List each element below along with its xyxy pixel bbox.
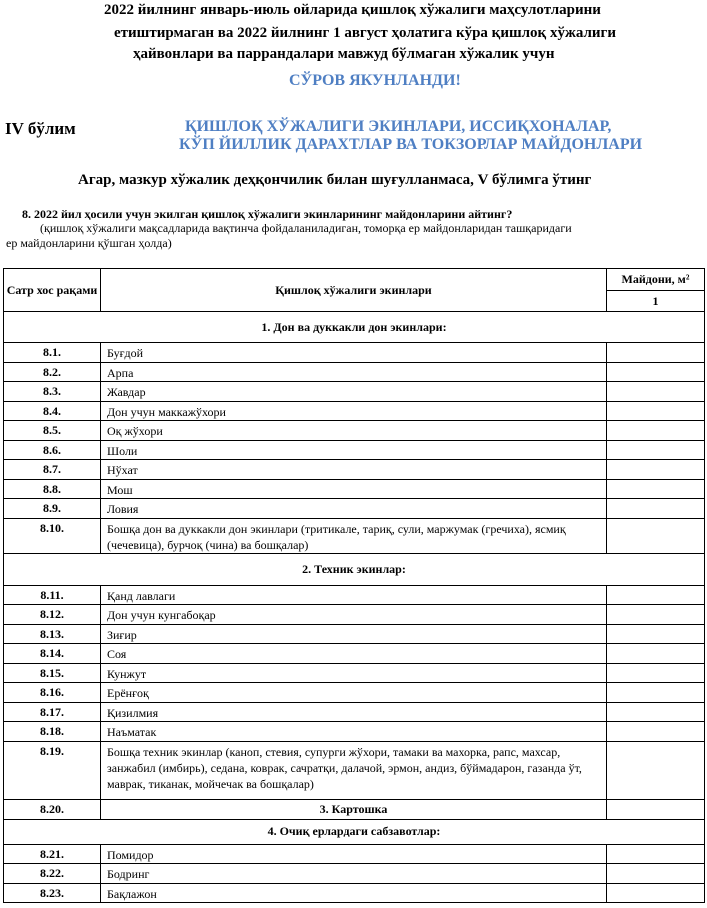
table-row <box>4 585 705 605</box>
area-input-cell[interactable] <box>607 663 705 683</box>
table-row <box>4 883 705 903</box>
category-row <box>4 312 705 343</box>
row-code: 8.19. <box>4 741 101 799</box>
header-line-2: етиштирмаган ва 2022 йилнинг 1 август ҳолатига кўра қишлоқ хўжалиги <box>114 25 616 41</box>
crop-name: Бошқа дон ва дуккакли дон экинлари (тритикале, тариқ, сули, маржумак (гречиха), ясмиқ (чечевица), бурчоқ (чина) ва бошқалар) <box>101 518 607 553</box>
table-row <box>4 499 705 519</box>
row-code: 8.8. <box>4 479 101 499</box>
row-code: 8.6. <box>4 440 101 460</box>
area-input-cell[interactable] <box>607 585 705 605</box>
row-code: 8.2. <box>4 362 101 382</box>
area-input-cell[interactable] <box>607 499 705 519</box>
question-note-line-1: (қишлоқ хўжалиги мақсадларида вақтинча фойдаланиладиган, томорқа ер майдонларидан ташқаридаги <box>40 221 572 235</box>
table-row <box>4 460 705 480</box>
row-code: 8.16. <box>4 683 101 703</box>
crop-name: Бақлажон <box>101 883 607 903</box>
row-code: 8.18. <box>4 722 101 742</box>
crop-name: Помидор <box>101 844 607 864</box>
crop-name: Зиғир <box>101 624 607 644</box>
crop-name: Буғдой <box>101 343 607 363</box>
area-input-cell[interactable] <box>607 702 705 722</box>
table-row <box>4 440 705 460</box>
question-note-line-2: ер майдонларини қўшган ҳолда) <box>6 236 172 250</box>
crop-name: Нўхат <box>101 460 607 480</box>
category-heading: 1. Дон ва дуккакли дон экинлари: <box>4 312 705 343</box>
area-input-cell[interactable] <box>607 479 705 499</box>
area-input-cell[interactable] <box>607 605 705 625</box>
category-heading: 2. Техник экинлар: <box>4 553 705 585</box>
header-line-1: 2022 йилнинг январь-июль ойларида қишлоқ хўжалиги маҳсулотларини <box>104 2 601 18</box>
crop-name: Наъматак <box>101 722 607 742</box>
area-input-cell[interactable] <box>607 401 705 421</box>
crop-name: Кунжут <box>101 663 607 683</box>
row-code: 8.1. <box>4 343 101 363</box>
crop-name: Соя <box>101 644 607 664</box>
crop-name: Қанд лавлаги <box>101 585 607 605</box>
section-label: IV бўлим <box>5 119 76 138</box>
section-title-line-1: ҚИШЛОҚ ХЎЖАЛИГИ ЭКИНЛАРИ, ИССИҚХОНАЛАР, <box>185 118 612 135</box>
table-row <box>4 605 705 625</box>
row-code: 8.5. <box>4 421 101 441</box>
table-row <box>4 421 705 441</box>
header-line-3: ҳайвонлари ва паррандалари мавжуд бўлмаган хўжалик учун <box>133 46 555 62</box>
row-code: 8.21. <box>4 844 101 864</box>
area-input-cell[interactable] <box>607 421 705 441</box>
crop-name: Бошқа техник экинлар (каноп, стевия, супурги жўхори, тамаки ва махорка, рапс, махсар, занжабил (имбирь), седана, коврак, сачратқи, далачой, эрмон, андиз, бўймадарон, газанда ўт, маврак, тиканак, мойчечак ва бошқалар) <box>101 741 607 799</box>
area-input-cell[interactable] <box>607 722 705 742</box>
table-row <box>4 663 705 683</box>
table-row <box>4 343 705 363</box>
row-code: 8.23. <box>4 883 101 903</box>
area-input-cell[interactable] <box>607 624 705 644</box>
area-input-cell[interactable] <box>607 518 705 553</box>
table-row <box>4 799 705 819</box>
table-row <box>4 702 705 722</box>
category-heading: 4. Очиқ ерлардаги сабзавотлар: <box>4 819 705 844</box>
crop-name: Дон учун кунгабоқар <box>101 605 607 625</box>
row-code: 8.7. <box>4 460 101 480</box>
col-header-area-number: 1 <box>607 291 705 312</box>
category-row <box>4 553 705 585</box>
row-code: 8.22. <box>4 864 101 884</box>
area-input-cell[interactable] <box>607 864 705 884</box>
row-code: 8.9. <box>4 499 101 519</box>
skip-note: Агар, мазкур хўжалик деҳқончилик билан шуғулланмаса, V бўлимга ўтинг <box>78 172 592 188</box>
table-row <box>4 479 705 499</box>
question-text: 8. 2022 йил ҳосили учун экилган қишлоқ хўжалиги экинларининг майдонларини айтинг? <box>22 207 513 221</box>
row-code: 8.12. <box>4 605 101 625</box>
area-input-cell[interactable] <box>607 362 705 382</box>
area-input-cell[interactable] <box>607 460 705 480</box>
row-code: 8.14. <box>4 644 101 664</box>
crop-name: Дон учун маккажўхори <box>101 401 607 421</box>
crops-table-body <box>4 312 705 903</box>
category-row <box>4 819 705 844</box>
area-input-cell[interactable] <box>607 644 705 664</box>
row-code: 8.11. <box>4 585 101 605</box>
area-input-cell[interactable] <box>607 382 705 402</box>
crop-name: Мош <box>101 479 607 499</box>
area-input-cell[interactable] <box>607 741 705 799</box>
col-header-area: Майдони, м² <box>607 269 705 291</box>
crop-name: Арпа <box>101 362 607 382</box>
table-row <box>4 362 705 382</box>
table-row <box>4 741 705 799</box>
table-row <box>4 683 705 703</box>
section-title-line-2: КЎП ЙИЛЛИК ДАРАХТЛАР ВА ТОКЗОРЛАР МАЙДОНЛАРИ <box>179 136 643 153</box>
survey-status: СЎРОВ ЯКУНЛАНДИ! <box>289 72 461 89</box>
crops-table <box>3 268 705 903</box>
area-input-cell[interactable] <box>607 343 705 363</box>
category-heading: 3. Картошка <box>101 799 607 819</box>
area-input-cell[interactable] <box>607 799 705 819</box>
table-row <box>4 644 705 664</box>
table-row <box>4 382 705 402</box>
row-code: 8.17. <box>4 702 101 722</box>
crop-name: Бодринг <box>101 864 607 884</box>
area-input-cell[interactable] <box>607 440 705 460</box>
table-row <box>4 401 705 421</box>
col-header-crops: Қишлоқ хўжалиги экинлари <box>101 269 607 312</box>
crop-name: Ерёнғоқ <box>101 683 607 703</box>
crop-name: Қизилмия <box>101 702 607 722</box>
area-input-cell[interactable] <box>607 683 705 703</box>
row-code: 8.3. <box>4 382 101 402</box>
crop-name: Шоли <box>101 440 607 460</box>
row-code: 8.10. <box>4 518 101 553</box>
table-row <box>4 624 705 644</box>
table-row <box>4 518 705 553</box>
row-code: 8.4. <box>4 401 101 421</box>
crop-name: Ловия <box>101 499 607 519</box>
col-header-code: Сатр хос рақами <box>4 269 101 312</box>
table-row <box>4 844 705 864</box>
row-code: 8.13. <box>4 624 101 644</box>
area-input-cell[interactable] <box>607 844 705 864</box>
crop-name: Оқ жўхори <box>101 421 607 441</box>
area-input-cell[interactable] <box>607 883 705 903</box>
row-code: 8.15. <box>4 663 101 683</box>
table-row <box>4 722 705 742</box>
table-row <box>4 864 705 884</box>
crop-name: Жавдар <box>101 382 607 402</box>
row-code: 8.20. <box>4 799 101 819</box>
